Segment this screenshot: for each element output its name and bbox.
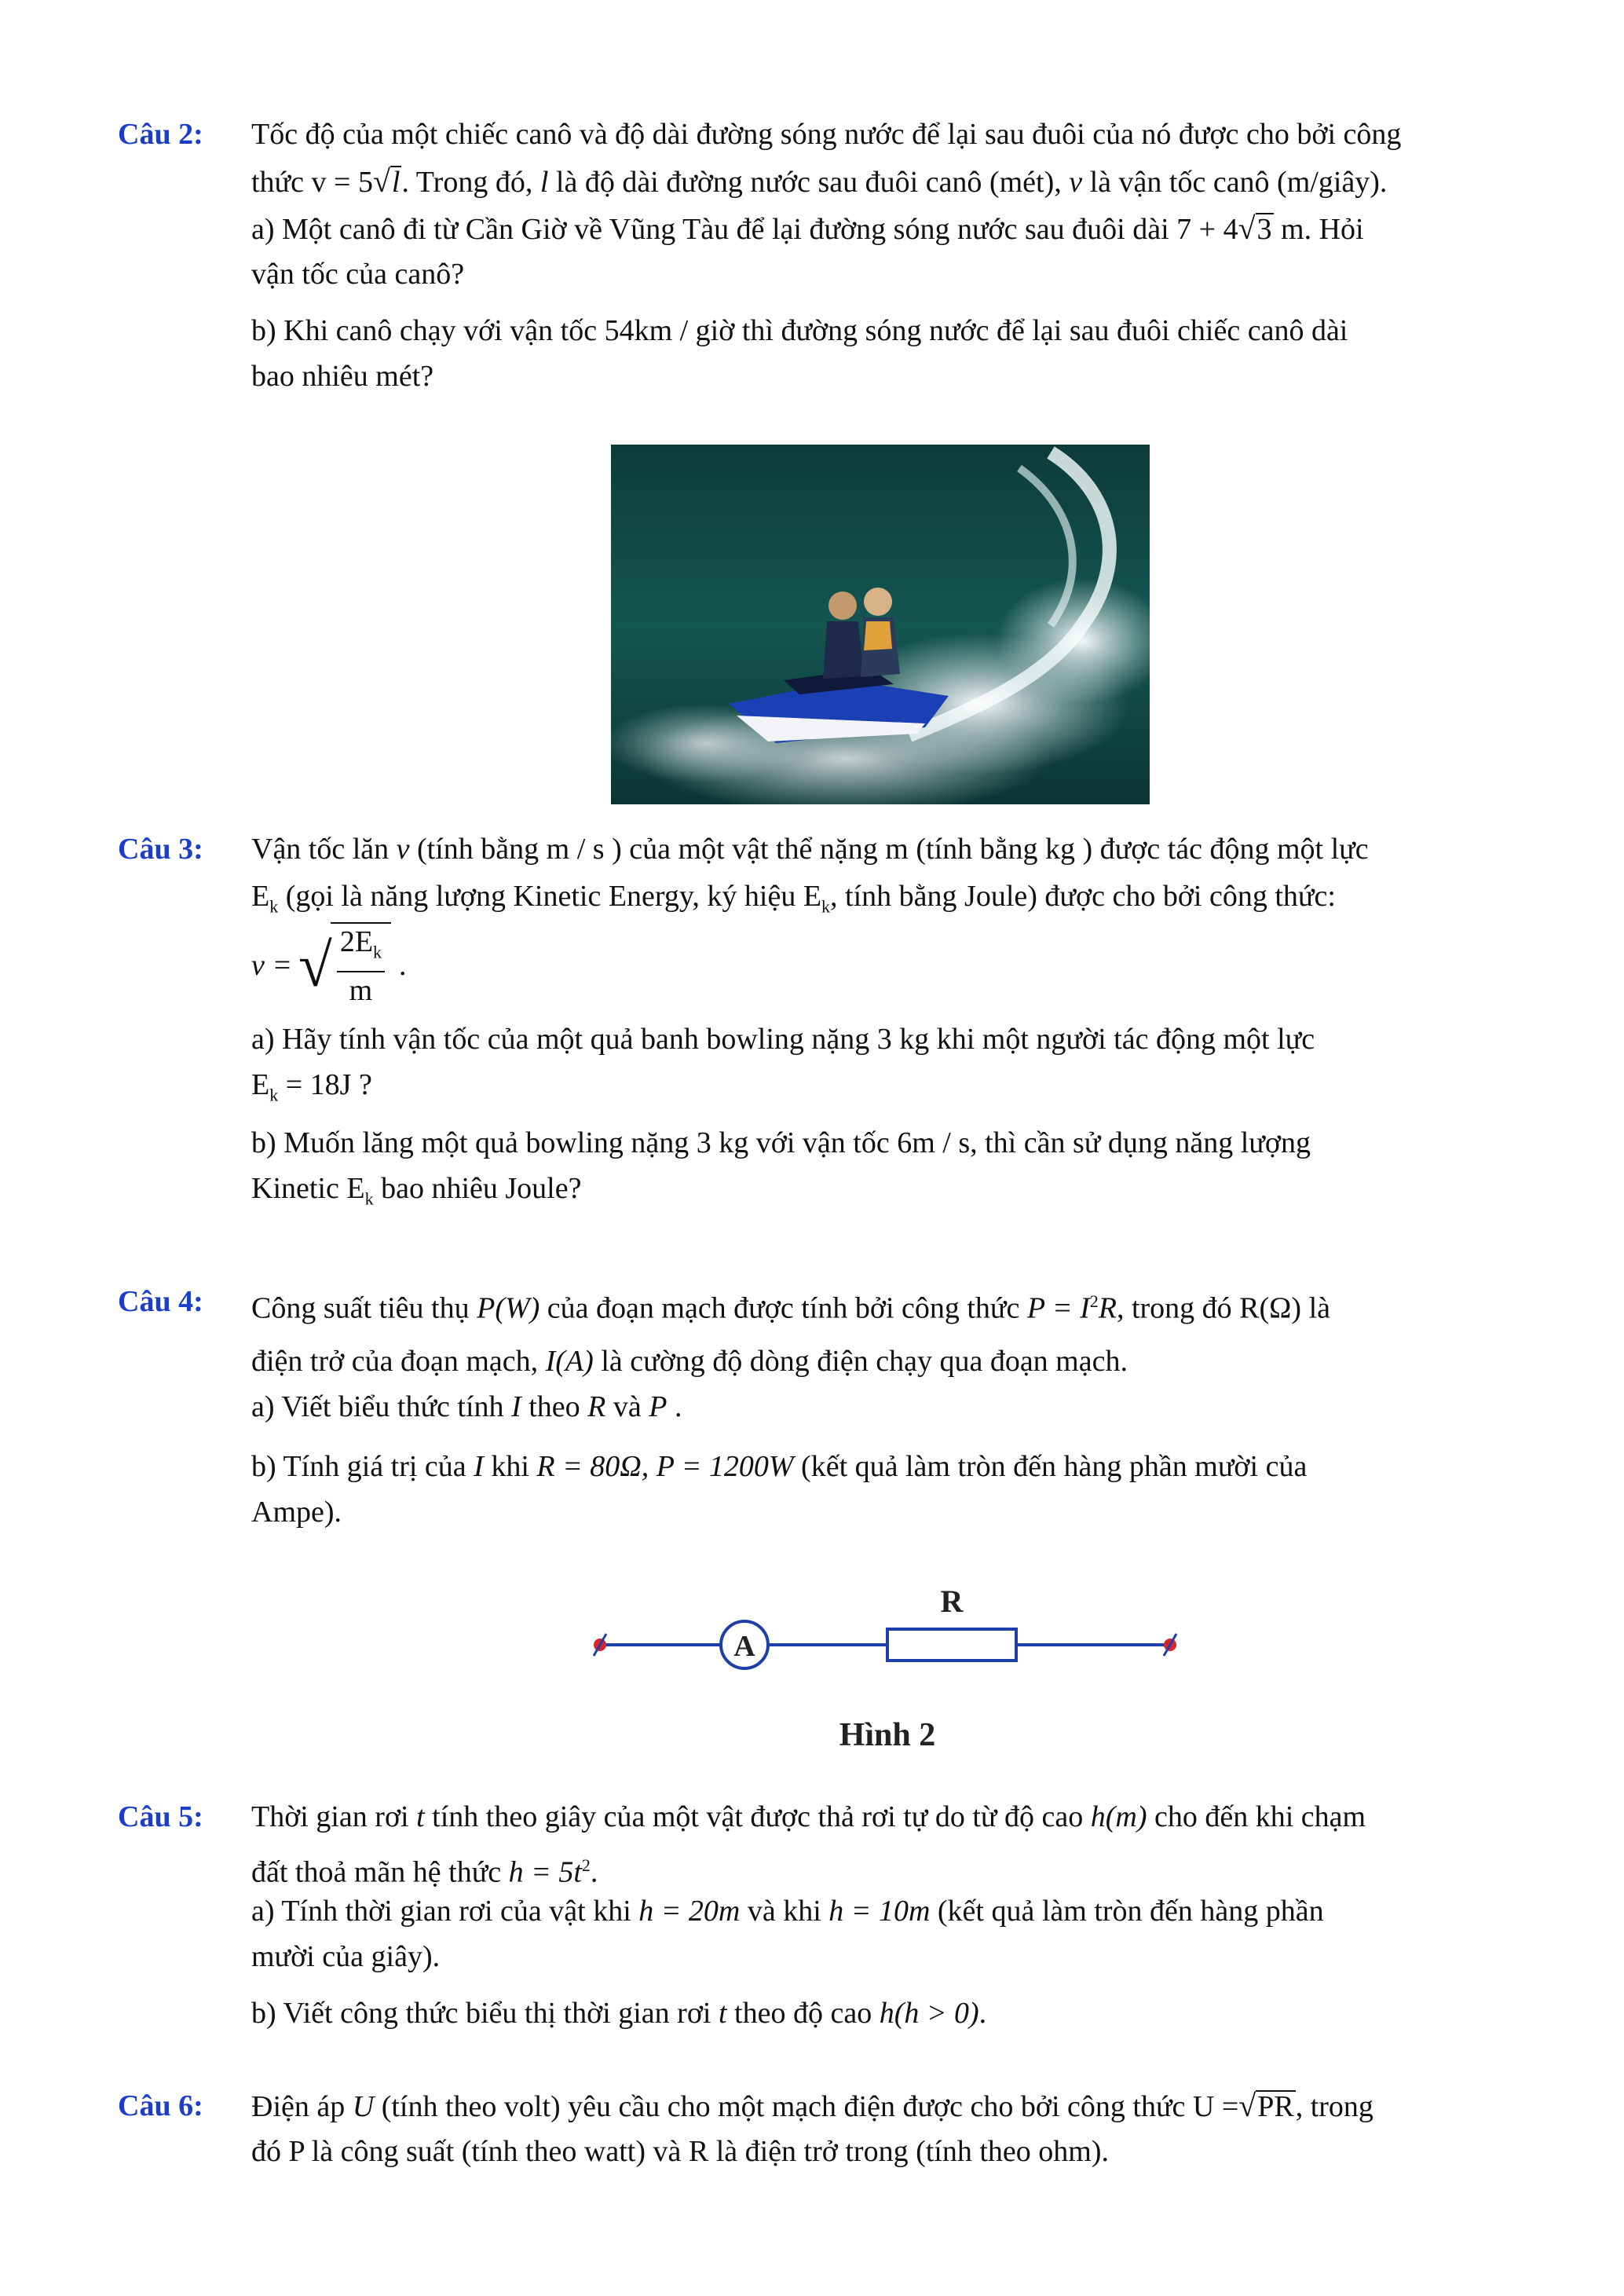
q2-line-3: a) Một canô đi từ Cần Giờ về Vũng Tàu để lại đường sóng nước sau đuôi dài 7 + 4√3 m. Hỏi (251, 211, 1364, 246)
q5-line-4: mười của giây). (251, 1940, 441, 1973)
resistor-label: R (940, 1584, 964, 1619)
q4-line-3: a) Viết biểu thức tính I theo R và P . (251, 1390, 682, 1423)
q3-formula: v = √ $\frac{2E_k}{m}$ . (251, 922, 407, 1001)
resistor-icon (887, 1629, 1016, 1661)
figure-caption: Hình 2 (839, 1717, 936, 1753)
question-3-label: Câu 3: (118, 833, 203, 866)
jet-ski-illustration (611, 445, 1150, 804)
q2-line-1: Tốc độ của một chiếc canô và độ dài đường sóng nước để lại sau đuôi của nó được cho bởi công (251, 118, 1402, 151)
q2-line-2: thức v = 5√l. Trong đó, l là độ dài đường nước sau đuôi canô (mét), v là vận tốc canô (m/giây). (251, 163, 1388, 199)
q2-line-5: b) Khi canô chạy với vận tốc 54km / giờ thì đường sóng nước để lại sau đuôi chiếc canô dài (251, 314, 1348, 347)
q5-line-5: b) Viết công thức biểu thị thời gian rơi t theo độ cao h(h > 0). (251, 1997, 987, 2030)
q6-line-1: Điện áp U (tính theo volt) yêu cầu cho một mạch điện được cho bởi công thức U =√PR, trong (251, 2088, 1373, 2123)
question-4-label: Câu 4: (118, 1285, 203, 1318)
q3-line-5: $E_k = 18J$ ? (251, 1068, 372, 1105)
q3-line-2: $E_k$ (gọi là năng lượng Kinetic Energy, ký hiệu $E_k$, tính bằng Joule) được cho bởi công thức: (251, 880, 1336, 917)
q6-line-2: đó P là công suất (tính theo watt) và R là điện trở trong (tính theo ohm). (251, 2135, 1109, 2168)
jet-ski-photo (611, 445, 1150, 804)
q2-line-6: bao nhiêu mét? (251, 360, 434, 393)
q3-line-7: Kinetic $E_k$ bao nhiêu Joule? (251, 1172, 582, 1209)
circuit-figure (581, 1579, 1194, 1767)
q5-line-3: a) Tính thời gian rơi của vật khi h = 20m và khi h = 10m (kết quả làm tròn đến hàng phần (251, 1895, 1324, 1928)
q4-line-4: b) Tính giá trị của I khi R = 80Ω, P = 1200W (kết quả làm tròn đến hàng phần mười của (251, 1450, 1308, 1483)
question-6-label: Câu 6: (118, 2089, 203, 2122)
q4-line-2: điện trở của đoạn mạch, I(A) là cường độ dòng điện chạy qua đoạn mạch. (251, 1345, 1128, 1378)
q3-line-6: b) Muốn lăng một quả bowling nặng 3 kg với vận tốc 6m / s, thì cần sử dụng năng lượng (251, 1126, 1311, 1159)
q4-line-1: Công suất tiêu thụ P(W) của đoạn mạch được tính bởi công thức $P = I^2R$, trong đó R(Ω) là (251, 1291, 1331, 1325)
q4-line-5: Ampe). (251, 1496, 342, 1529)
question-5-label: Câu 5: (118, 1800, 203, 1833)
q5-line-1: Thời gian rơi t tính theo giây của một vật được thả rơi tự do từ độ cao h(m) cho đến khi chạm (251, 1800, 1366, 1833)
q3-line-1: Vận tốc lăn v (tính bằng m / s ) của một vật thể nặng m (tính bằng kg ) được tác động một lực (251, 833, 1369, 866)
q5-line-2: đất thoả mãn hệ thức $h = 5t^2$. (251, 1855, 598, 1889)
ammeter-label: A (733, 1630, 755, 1663)
question-2-label: Câu 2: (118, 118, 203, 151)
q2-line-4: vận tốc của canô? (251, 258, 465, 291)
q3-line-4: a) Hãy tính vận tốc của một quả banh bowling nặng 3 kg khi một người tác động một lực (251, 1023, 1315, 1056)
